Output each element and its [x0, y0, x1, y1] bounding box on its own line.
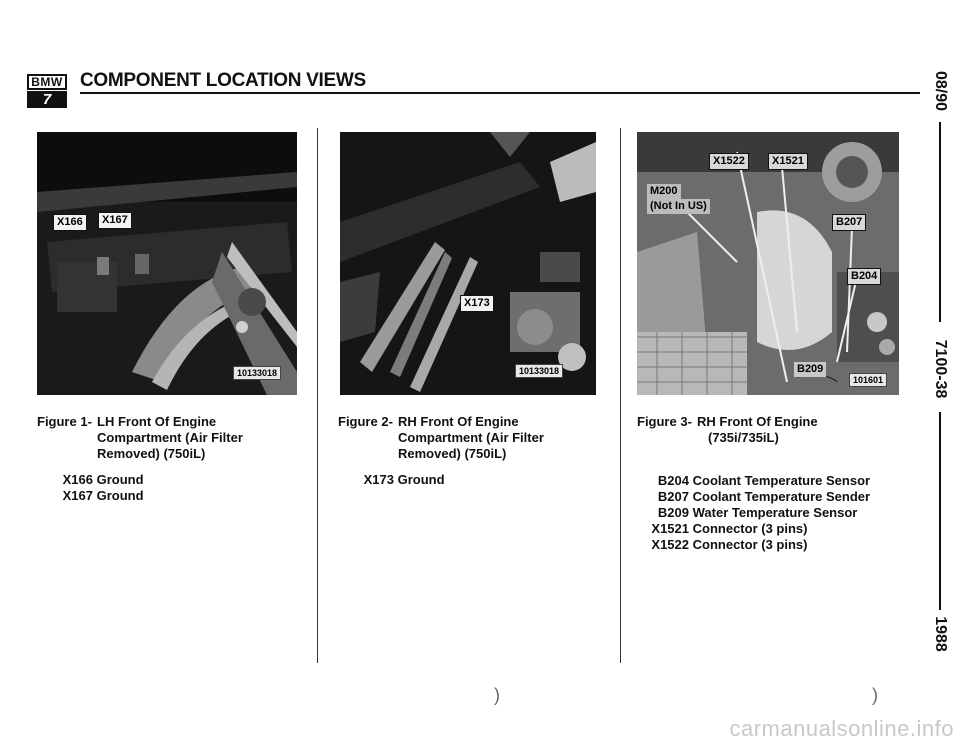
figure-1-label-x167: X167: [98, 212, 132, 229]
legend-item-desc: Connector (3 pins): [692, 537, 808, 552]
margin-rule-top: [939, 122, 941, 322]
figure-3-number: Figure 3-: [637, 414, 692, 429]
scan-mark: ): [872, 685, 878, 705]
legend-item-id: B209: [657, 505, 689, 520]
figure-2-photo: [340, 132, 596, 395]
column-divider-2: [620, 128, 621, 663]
figure-2-caption-line-1: RH Front Of Engine: [398, 414, 519, 429]
column-divider-1: [317, 128, 318, 663]
figure-1-caption: [37, 414, 243, 462]
figure-3-label-not-in-us: (Not In US): [647, 199, 710, 214]
legend-item-id: X167: [62, 488, 93, 503]
figure-3-label-m200: M200: [647, 184, 681, 199]
title-rule: [80, 92, 920, 94]
legend-item-desc: Connector (3 pins): [692, 521, 808, 536]
margin-date: 08/90: [932, 70, 949, 112]
legend-item-desc: Coolant Temperature Sender: [692, 489, 871, 504]
figure-3-label-b204: B204: [847, 268, 881, 285]
figure-3-label-b209: B209: [794, 362, 826, 377]
margin-rule-bottom: [939, 412, 941, 610]
legend-item-id: B207: [657, 489, 689, 504]
figure-2-caption-line-3: Removed) (750iL): [398, 446, 507, 461]
figure-3-photo: [637, 132, 899, 395]
legend-item: [338, 472, 445, 488]
legend-item: [637, 489, 870, 505]
legend-item-id: X173: [363, 472, 394, 487]
legend-item: [637, 537, 870, 553]
figure-3-caption-line-1: RH Front Of Engine: [697, 414, 818, 429]
legend-item-desc: Ground: [397, 472, 445, 487]
figure-1-caption-line-3: Removed) (750iL): [97, 446, 206, 461]
figure-1-label-x166: X166: [53, 214, 87, 231]
figure-3-label-x1522: X1522: [709, 153, 749, 170]
legend-item-id: X1522: [651, 537, 689, 552]
legend-item-desc: Coolant Temperature Sensor: [692, 473, 871, 488]
legend-item-id: X1521: [651, 521, 689, 536]
legend-item: [637, 473, 870, 489]
legend-item-desc: Water Temperature Sensor: [692, 505, 858, 520]
figure-3-caption: [637, 414, 818, 446]
legend-item: [37, 488, 144, 504]
legend-item-id: X166: [62, 472, 93, 487]
bmw-logo: [27, 74, 67, 108]
margin-page-number: 7100-38: [932, 339, 949, 399]
figure-1-number: Figure 1-: [37, 414, 92, 429]
legend-item-desc: Ground: [96, 472, 144, 487]
figure-2-label-x173: X173: [460, 295, 494, 312]
legend-item: [637, 521, 870, 537]
figure-1-legend: [37, 472, 144, 504]
figure-1-caption-line-1: LH Front Of Engine: [97, 414, 217, 429]
figure-1-photo-code: 10133018: [233, 366, 281, 380]
figure-2-number: Figure 2-: [338, 414, 393, 429]
figure-1-photo: [37, 132, 297, 395]
scan-mark: ): [494, 685, 500, 705]
logo-series: 7: [27, 91, 67, 108]
figure-2-caption-line-2: Compartment (Air Filter: [398, 430, 544, 445]
figure-2-photo-code: 10133018: [515, 364, 563, 378]
figure-3-caption-line-2: (735i/735iL): [708, 430, 779, 445]
figure-1-caption-line-2: Compartment (Air Filter: [97, 430, 243, 445]
legend-item: [637, 505, 870, 521]
logo-brand: BMW: [27, 74, 67, 90]
figure-2-legend: [338, 472, 445, 488]
figure-3-legend: [637, 473, 870, 553]
legend-item-desc: Ground: [96, 488, 144, 503]
figure-3-label-x1521: X1521: [768, 153, 808, 170]
legend-item: [37, 472, 144, 488]
page-title: COMPONENT LOCATION VIEWS: [80, 70, 366, 91]
margin-year: 1988: [932, 616, 949, 652]
figure-3-label-b207: B207: [832, 214, 866, 231]
figure-3-photo-code: 101601: [849, 373, 887, 387]
figure-2-caption: [338, 414, 544, 462]
legend-item-id: B204: [657, 473, 689, 488]
watermark: carmanualsonline.info: [729, 716, 954, 741]
